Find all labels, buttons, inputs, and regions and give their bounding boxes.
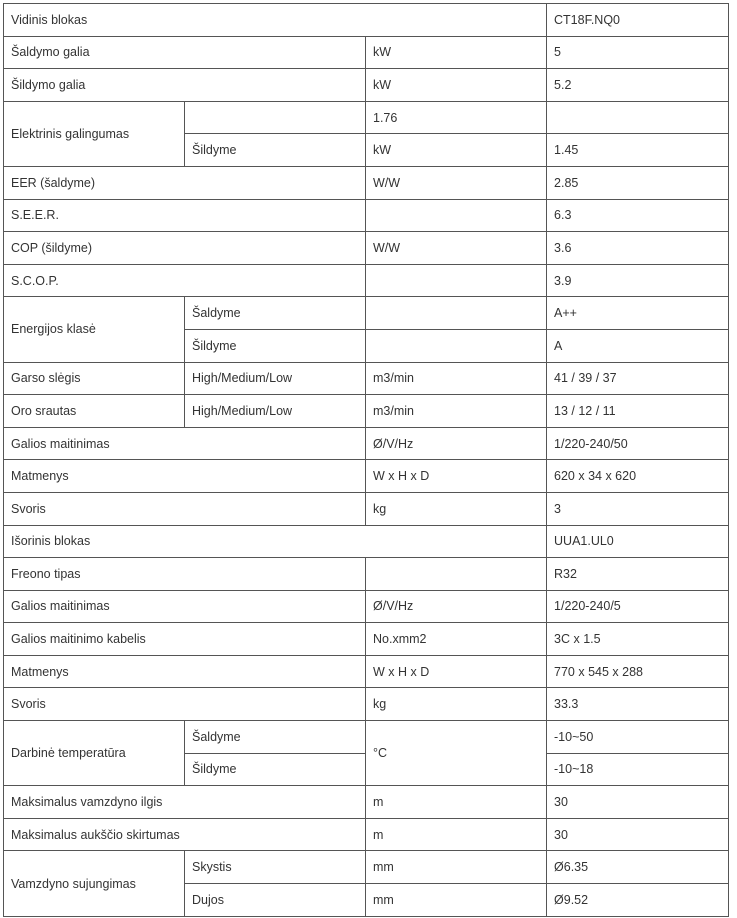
table-row [4,362,729,395]
row-value: UUA1.UL0 [547,525,729,558]
row-label: Oro srautas [4,395,185,428]
row-label: Maksimalus vamzdyno ilgis [4,786,366,819]
row-mode: Šildyme [185,134,366,167]
row-label: S.E.E.R. [4,199,366,232]
row-label: Šaldymo galia [4,36,366,69]
row-value: A [547,329,729,362]
row-value: 33.3 [547,688,729,721]
row-unit: W x H x D [366,655,547,688]
row-unit: mm [366,884,547,917]
row-label: Matmenys [4,460,366,493]
row-label: COP (šildyme) [4,232,366,265]
row-unit [366,297,547,330]
table-row [4,199,729,232]
row-unit [366,558,547,591]
table-row [4,69,729,102]
row-value: 1.45 [547,134,729,167]
row-unit [366,264,547,297]
row-unit: W/W [366,232,547,265]
row-unit: No.xmm2 [366,623,547,656]
row-label: EER (šaldyme) [4,166,366,199]
row-value: 30 [547,786,729,819]
row-value: 3.6 [547,232,729,265]
row-label: Galios maitinimas [4,427,366,460]
row-value: 620 x 34 x 620 [547,460,729,493]
row-value: 13 / 12 / 11 [547,395,729,428]
table-row [4,460,729,493]
table-row [4,395,729,428]
table-row [4,4,729,37]
row-label: Elektrinis galingumas [4,101,185,166]
row-label: Vamzdyno sujungimas [4,851,185,916]
row-unit: Ø/V/Hz [366,427,547,460]
row-value [547,101,729,134]
row-unit [366,329,547,362]
row-unit: m [366,818,547,851]
row-mode: Šaldyme [185,721,366,754]
row-value: 1/220-240/5 [547,590,729,623]
row-label: S.C.O.P. [4,264,366,297]
row-label: Garso slėgis [4,362,185,395]
row-mode: Šildyme [185,753,366,786]
row-mode: High/Medium/Low [185,362,366,395]
table-row [4,427,729,460]
specifications-table [3,3,729,917]
table-row [4,851,729,884]
row-label: Svoris [4,492,366,525]
row-label: Maksimalus aukščio skirtumas [4,818,366,851]
row-value: 2.85 [547,166,729,199]
row-value: 3 [547,492,729,525]
row-unit: W/W [366,166,547,199]
row-unit: m [366,786,547,819]
row-value: A++ [547,297,729,330]
row-unit: W x H x D [366,460,547,493]
table-row [4,297,729,330]
row-unit: kW [366,69,547,102]
row-unit [366,199,547,232]
row-value: CT18F.NQ0 [547,4,729,37]
row-mode [185,101,366,134]
row-mode: Dujos [185,884,366,917]
row-unit: kW [366,134,547,167]
table-row [4,166,729,199]
row-unit: mm [366,851,547,884]
row-mode: Šildyme [185,329,366,362]
row-label: Energijos klasė [4,297,185,362]
row-label: Matmenys [4,655,366,688]
row-value: 5.2 [547,69,729,102]
table-row [4,786,729,819]
row-value: 6.3 [547,199,729,232]
table-row [4,232,729,265]
row-label: Galios maitinimas [4,590,366,623]
row-mode: High/Medium/Low [185,395,366,428]
row-label: Freono tipas [4,558,366,591]
table-row [4,688,729,721]
table-row [4,558,729,591]
row-mode: Šaldyme [185,297,366,330]
row-unit: Ø/V/Hz [366,590,547,623]
row-value: 30 [547,818,729,851]
row-value: Ø9.52 [547,884,729,917]
table-row [4,623,729,656]
row-value: 3.9 [547,264,729,297]
table-row [4,818,729,851]
row-unit: kg [366,492,547,525]
row-label: Galios maitinimo kabelis [4,623,366,656]
row-label: Svoris [4,688,366,721]
row-unit: °C [366,721,547,786]
row-value: 41 / 39 / 37 [547,362,729,395]
table-row [4,492,729,525]
row-mode: Skystis [185,851,366,884]
row-label: Darbinė temperatūra [4,721,185,786]
row-unit: kg [366,688,547,721]
row-value: 3C x 1.5 [547,623,729,656]
table-row [4,525,729,558]
row-value: Ø6.35 [547,851,729,884]
row-label: Šildymo galia [4,69,366,102]
row-value: R32 [547,558,729,591]
table-row [4,721,729,754]
row-unit: m3/min [366,362,547,395]
row-label: Vidinis blokas [4,4,547,37]
row-value: 1/220-240/50 [547,427,729,460]
table-row [4,655,729,688]
row-value: -10~18 [547,753,729,786]
row-value: -10~50 [547,721,729,754]
table-row [4,590,729,623]
row-label: Išorinis blokas [4,525,547,558]
row-unit: m3/min [366,395,547,428]
table-row [4,264,729,297]
row-unit: kW [366,36,547,69]
table-row [4,101,729,134]
row-unit: 1.76 [366,101,547,134]
table-row [4,36,729,69]
row-value: 5 [547,36,729,69]
row-value: 770 x 545 x 288 [547,655,729,688]
